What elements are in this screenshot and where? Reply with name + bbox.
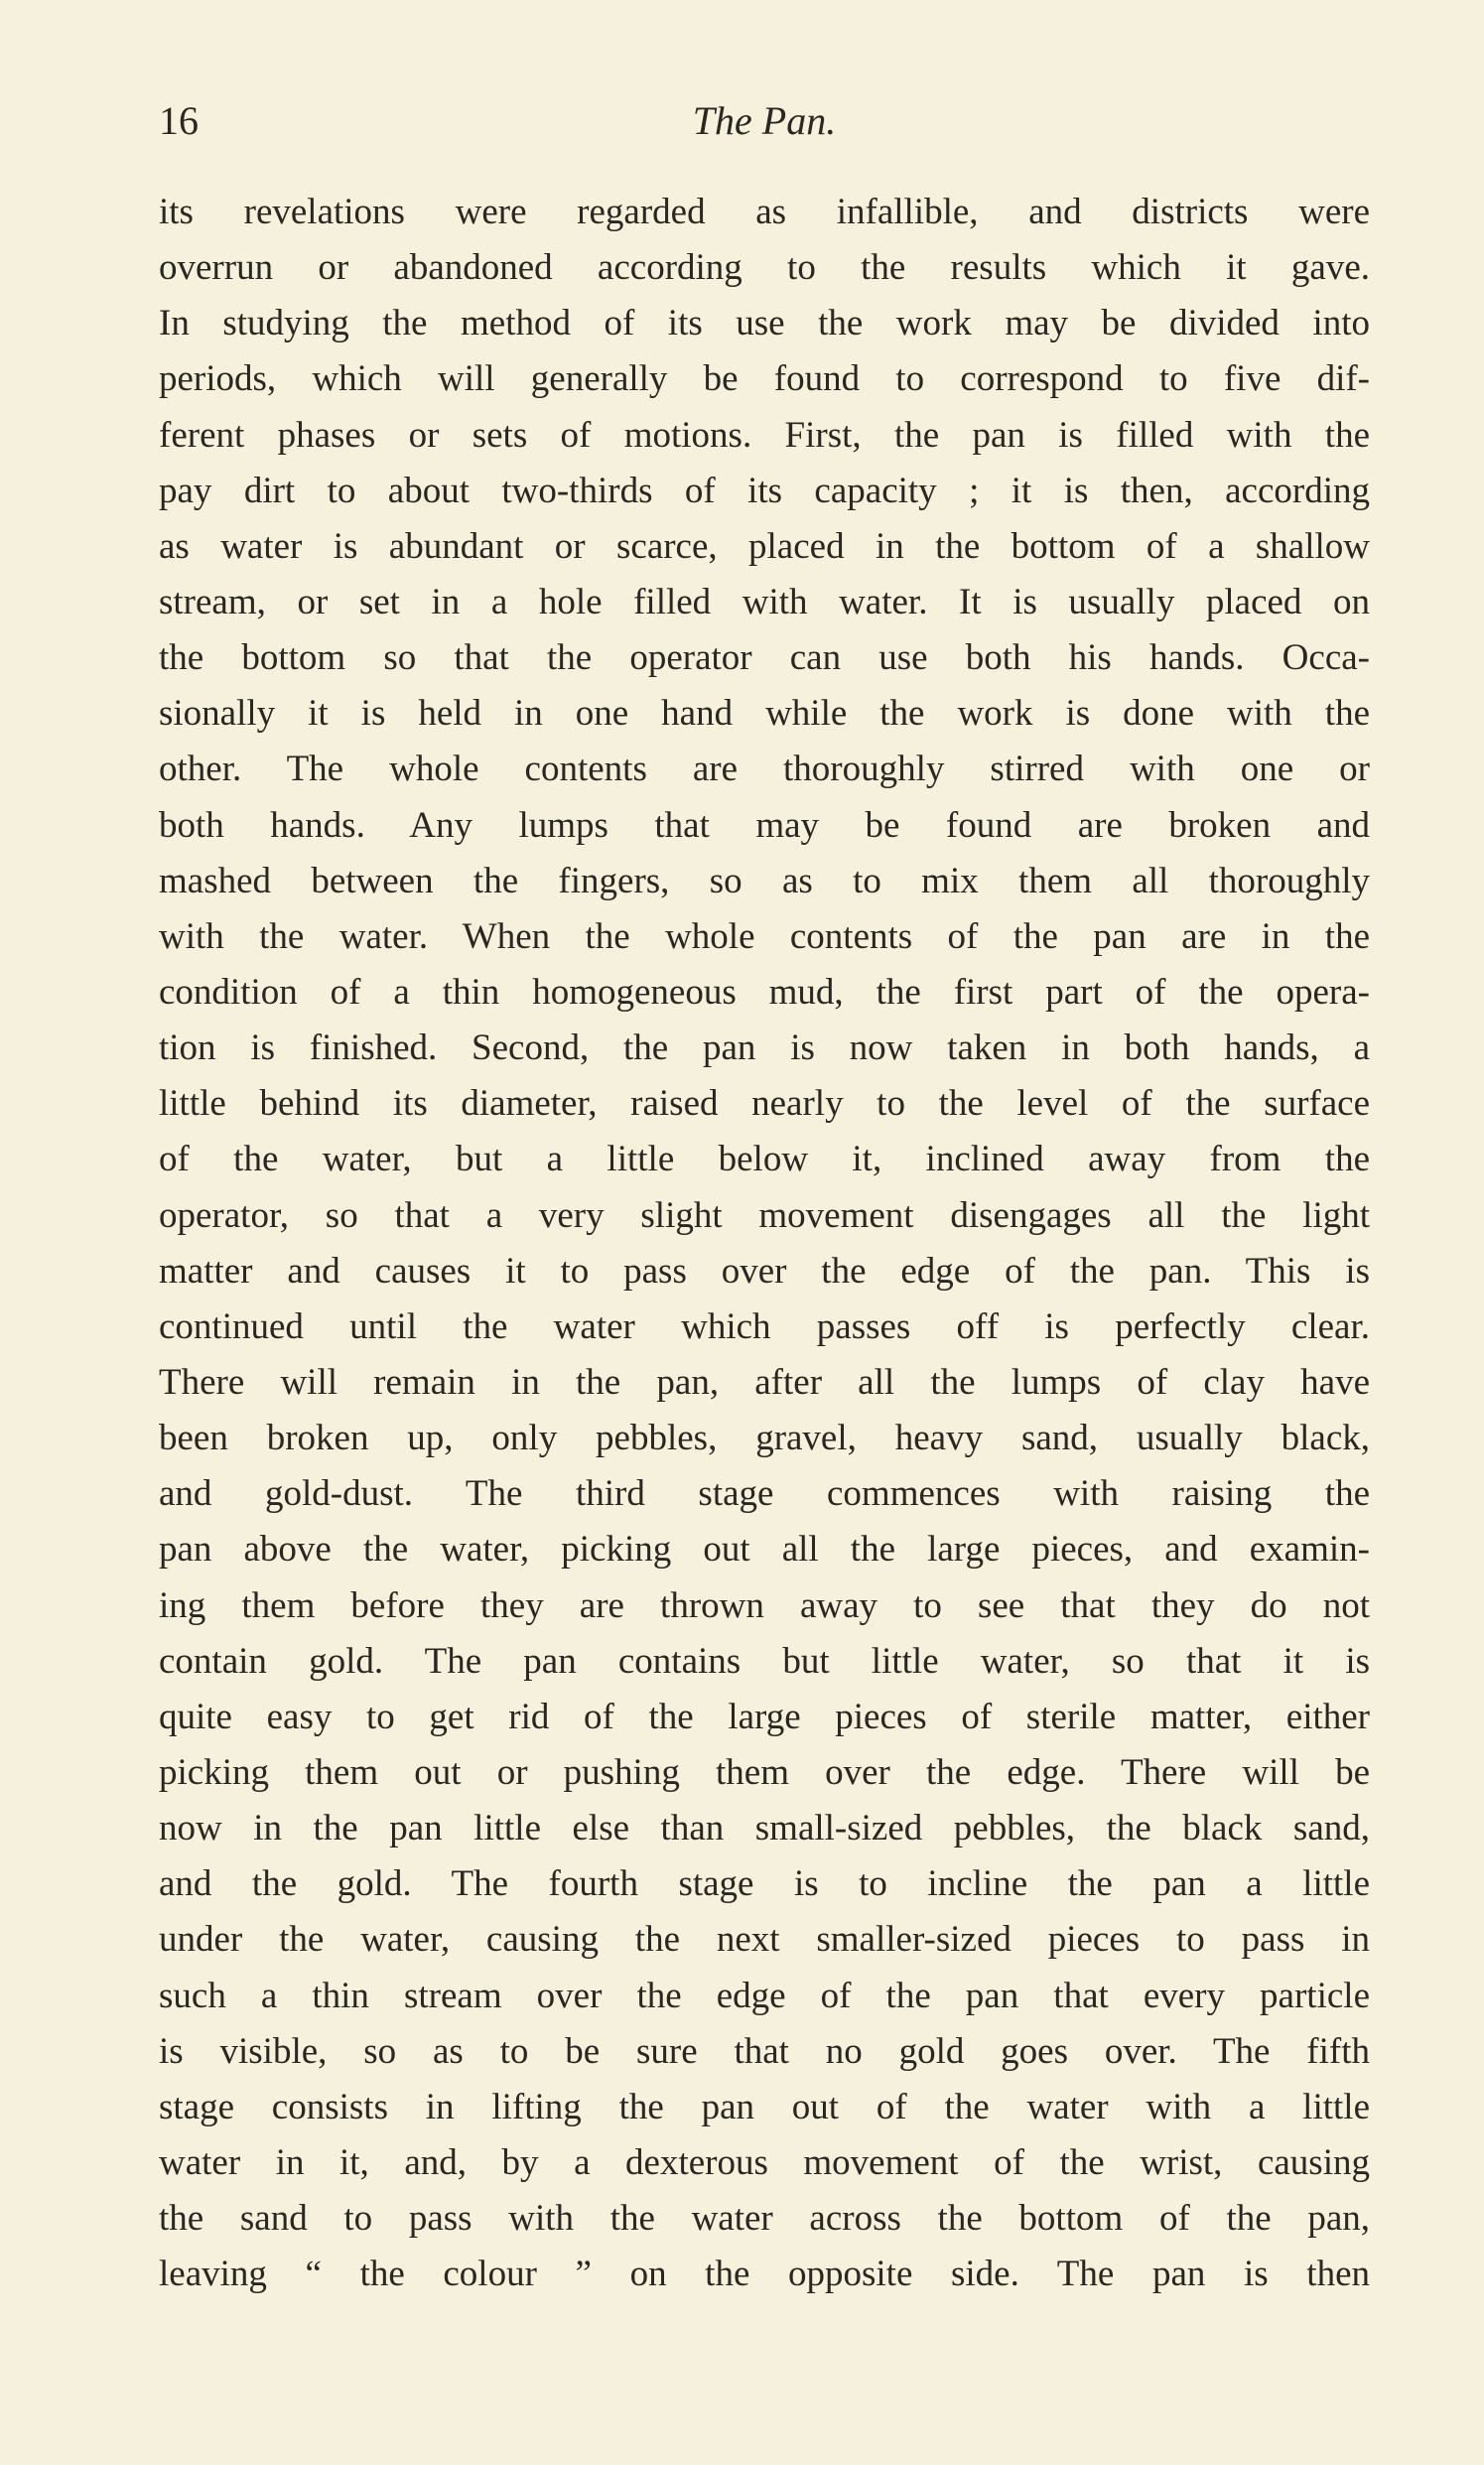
text-line: condition of a thin homogeneous mud, the first part of the opera- (159, 971, 1370, 1013)
text-line: matter and causes it to pass over the edge of the pan. This is (159, 1250, 1370, 1292)
text-line: the bottom so that the operator can use both his hands. Occa- (159, 637, 1370, 679)
text-line: of the water, but a little below it, inclined away from the (159, 1139, 1370, 1180)
text-line: been broken up, only pebbles, gravel, heavy sand, usually black, (159, 1418, 1370, 1459)
text-line: quite easy to get rid of the large pieces of sterile matter, either (159, 1696, 1370, 1737)
text-line: periods, which will generally be found to correspond to five dif- (159, 358, 1370, 400)
text-line: and the gold. The fourth stage is to incline the pan a little (159, 1863, 1370, 1905)
text-line: leaving “ the colour ” on the opposite side. The pan is then (159, 2254, 1370, 2295)
text-line: picking them out or pushing them over the edge. There will be (159, 1751, 1370, 1793)
page-number: 16 (159, 98, 199, 143)
text-line: pan above the water, picking out all the large pieces, and examin- (159, 1529, 1370, 1571)
text-line: little behind its diameter, raised nearly to the level of the surface (159, 1083, 1370, 1125)
text-line: continued until the water which passes off is perfectly clear. (159, 1305, 1370, 1347)
text-line: ing them before they are thrown away to see that they do not (159, 1584, 1370, 1626)
text-line: and gold-dust. The third stage commences with raising the (159, 1473, 1370, 1515)
text-line: In studying the method of its use the work may be divided into (159, 303, 1370, 344)
text-line: its revelations were regarded as infallible, and districts were (159, 192, 1370, 232)
text-line: with the water. When the whole contents of the pan are in the (159, 915, 1370, 957)
running-head (159, 97, 1370, 157)
text-line: both hands. Any lumps that may be found are broken and (159, 804, 1370, 846)
text-line: water in it, and, by a dexterous movement of the wrist, causing (159, 2141, 1370, 2183)
text-line: contain gold. The pan contains but little water, so that it is (159, 1640, 1370, 1682)
text-line: mashed between the fingers, so as to mix them all thoroughly (159, 860, 1370, 901)
running-title: The Pan. (692, 98, 837, 143)
text-line: stream, or set in a hole filled with water. It is usually placed on (159, 581, 1370, 622)
text-line: sionally it is held in one hand while the work is done with the (159, 693, 1370, 735)
text-line: the sand to pass with the water across the bottom of the pan, (159, 2198, 1370, 2240)
text-line: overrun or abandoned according to the results which it gave. (159, 247, 1370, 289)
text-line: ferent phases or sets of motions. First, the pan is filled with the (159, 414, 1370, 456)
text-line: stage consists in lifting the pan out of the water with a little (159, 2086, 1370, 2127)
text-line: tion is finished. Second, the pan is now taken in both hands, a (159, 1027, 1370, 1069)
text-line: pay dirt to about two-thirds of its capacity ; it is then, according (159, 470, 1370, 511)
text-line: There will remain in the pan, after all the lumps of clay have (159, 1361, 1370, 1403)
text-line: now in the pan little else than small-sized pebbles, the black sand, (159, 1808, 1370, 1849)
text-line: other. The whole contents are thoroughly stirred with one or (159, 749, 1370, 790)
text-line: under the water, causing the next smaller-sized pieces to pass in (159, 1919, 1370, 1961)
text-line: operator, so that a very slight movement disengages all the light (159, 1194, 1370, 1236)
text-line: is visible, so as to be sure that no gold goes over. The fifth (159, 2030, 1370, 2072)
body-paragraph (159, 185, 1370, 2302)
text-line: as water is abundant or scarce, placed in the bottom of a shallow (159, 525, 1370, 567)
text-line: such a thin stream over the edge of the pan that every particle (159, 1975, 1370, 2016)
